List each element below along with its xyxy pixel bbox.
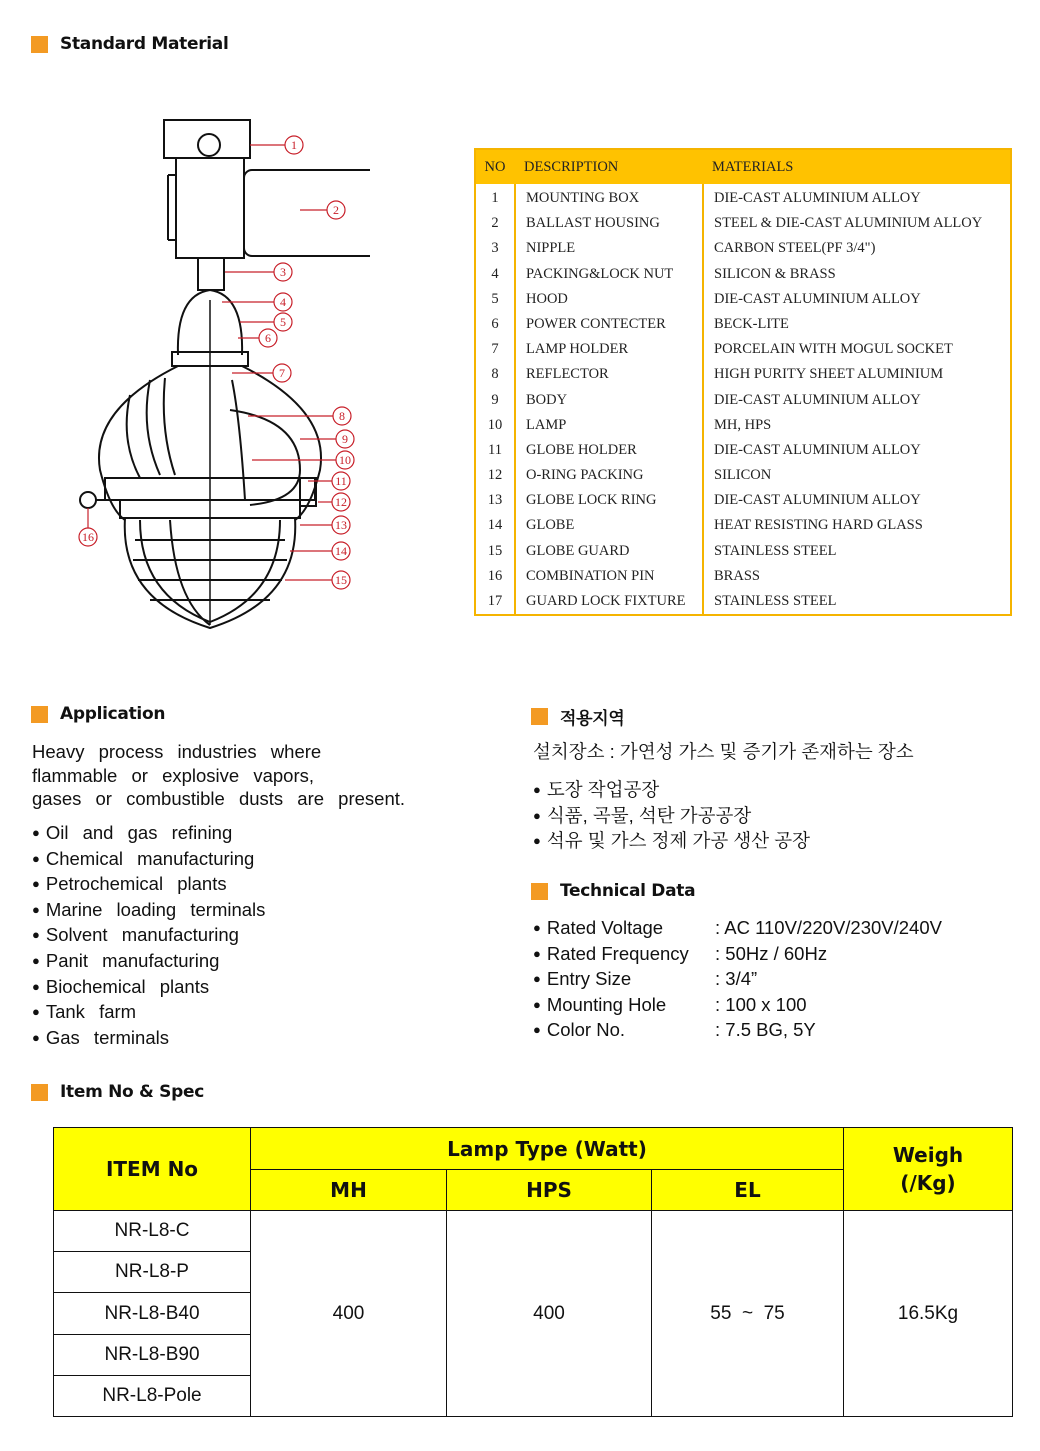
weigh-unit: (/Kg)	[900, 1171, 956, 1195]
materials-cell-no: 3	[491, 240, 499, 257]
section-heading-application	[31, 704, 165, 724]
materials-cell-mat: PORCELAIN WITH MOGUL SOCKET	[714, 341, 953, 358]
weigh-label: Weigh	[892, 1143, 964, 1167]
header-weigh	[843, 1127, 1013, 1211]
materials-cell-mat: DIE-CAST ALUMINIUM ALLOY	[714, 492, 921, 509]
materials-cell-desc: LAMP HOLDER	[526, 341, 629, 358]
materials-cell-no: 13	[487, 492, 503, 509]
spec-table	[53, 1127, 1013, 1417]
materials-cell-mat: DIE-CAST ALUMINIUM ALLOY	[714, 190, 921, 206]
materials-cell-no: 16	[487, 567, 503, 584]
tech-label: ● Entry Size	[533, 967, 715, 993]
el-value-cell: 55 ~ 75	[651, 1210, 844, 1417]
materials-cell-desc: NIPPLE	[526, 240, 576, 257]
section-heading-standard-material	[31, 34, 229, 54]
list-item: ● 석유 및 가스 정제 가공 생산 공장	[533, 829, 810, 855]
list-item: ● Chemical manufacturing	[32, 847, 265, 873]
callout-label: 9	[342, 432, 348, 446]
tech-row	[533, 916, 942, 942]
column-description	[516, 184, 704, 614]
header-hps: HPS	[446, 1169, 652, 1211]
list-item: ● 식품, 곡물, 석탄 가공공장	[533, 804, 810, 830]
tech-value: : 7.5 BG, 5Y	[715, 1019, 816, 1041]
materials-cell-no: 11	[488, 441, 502, 458]
section-bullet-icon	[531, 708, 548, 725]
tech-label: ● Mounting Hole	[533, 993, 715, 1019]
hps-value-cell: 400	[446, 1210, 652, 1417]
callout-label: 12	[335, 495, 347, 509]
materials-cell-mat: DIE-CAST ALUMINIUM ALLOY	[714, 441, 921, 458]
section-heading-item-spec	[31, 1082, 204, 1102]
callout-label: 16	[82, 530, 94, 544]
materials-cell-no: 14	[487, 517, 503, 534]
header-no: NO	[484, 158, 506, 175]
materials-cell-desc: O-RING PACKING	[526, 467, 644, 484]
materials-cell-desc: POWER CONTECTER	[526, 315, 666, 332]
item-no-cell: NR-L8-Pole	[53, 1375, 251, 1417]
materials-cell-desc: GLOBE	[526, 517, 575, 534]
application-intro	[32, 740, 405, 811]
intro-line: gases or combustible dusts are present.	[32, 788, 406, 810]
mh-value-cell: 400	[250, 1210, 447, 1417]
callout-label: 1	[291, 138, 297, 152]
materials-cell-desc: GLOBE LOCK RING	[526, 492, 657, 509]
list-item: ● Petrochemical plants	[32, 872, 265, 898]
section-title: 적용지역	[560, 709, 625, 729]
callout-label: 11	[335, 474, 347, 488]
callout-label: 3	[280, 265, 286, 279]
weight-value-cell: 16.5Kg	[843, 1210, 1013, 1417]
materials-cell-no: 6	[491, 315, 499, 332]
materials-cell-no: 7	[491, 341, 499, 358]
header-lamp-type: Lamp Type (Watt)	[250, 1127, 844, 1170]
list-item: ● 도장 작업공장	[533, 778, 810, 804]
column-no	[476, 184, 516, 614]
application-list	[32, 821, 265, 1051]
materials-cell-desc: REFLECTOR	[526, 366, 609, 383]
section-bullet-icon	[31, 706, 48, 723]
materials-cell-mat: STAINLESS STEEL	[714, 593, 837, 609]
section-bullet-icon	[31, 36, 48, 53]
callout-label: 8	[339, 409, 345, 423]
item-no-cell: NR-L8-P	[53, 1251, 251, 1293]
materials-table	[474, 148, 1012, 616]
materials-cell-desc: GUARD LOCK FIXTURE	[526, 593, 686, 609]
materials-table-header	[476, 150, 1010, 184]
section-title: Item No & Spec	[60, 1082, 205, 1102]
list-item: ● Panit manufacturing	[32, 949, 265, 975]
materials-cell-mat: BRASS	[714, 567, 760, 584]
list-item: ● Biochemical plants	[32, 975, 265, 1001]
section-heading-technical-data	[531, 881, 695, 901]
materials-cell-no: 1	[491, 190, 499, 206]
section-bullet-icon	[531, 883, 548, 900]
materials-cell-desc: LAMP	[526, 416, 567, 433]
tech-value: : AC 110V/220V/230V/240V	[715, 917, 942, 938]
tech-value: : 50Hz / 60Hz	[715, 942, 828, 964]
header-el: EL	[651, 1169, 844, 1211]
materials-cell-no: 17	[487, 593, 503, 609]
tech-label: ● Color No.	[533, 1018, 715, 1044]
section-bullet-icon	[31, 1084, 48, 1101]
header-item-no: ITEM No	[53, 1127, 251, 1211]
list-item: ● Marine loading terminals	[32, 898, 265, 924]
callout-label: 7	[279, 366, 285, 380]
materials-cell-desc: BALLAST HOUSING	[526, 215, 660, 232]
materials-cell-mat: BECK-LITE	[714, 315, 789, 332]
materials-cell-desc: HOOD	[526, 290, 568, 307]
column-materials	[704, 184, 1010, 614]
tech-row	[533, 967, 942, 993]
list-item: ● Gas terminals	[32, 1026, 265, 1052]
materials-cell-mat: DIE-CAST ALUMINIUM ALLOY	[714, 391, 921, 408]
tech-row	[533, 942, 942, 968]
tech-row	[533, 1018, 942, 1044]
callout-label: 2	[333, 203, 339, 217]
korean-list	[533, 778, 810, 855]
list-item: ● Solvent manufacturing	[32, 923, 265, 949]
materials-cell-no: 4	[491, 265, 499, 282]
materials-cell-mat: DIE-CAST ALUMINIUM ALLOY	[714, 290, 921, 307]
lamp-cross-section-diagram	[70, 110, 370, 640]
list-item: ● Tank farm	[32, 1000, 265, 1026]
materials-cell-mat: STAINLESS STEEL	[714, 542, 837, 559]
header-description: DESCRIPTION	[524, 158, 619, 175]
materials-cell-no: 12	[487, 467, 503, 484]
materials-cell-no: 2	[491, 215, 499, 232]
section-title: Technical Data	[560, 881, 696, 901]
section-heading-korean-area	[531, 704, 625, 729]
callout-label: 15	[335, 573, 347, 587]
materials-cell-mat: SILICON	[714, 467, 772, 484]
list-item: ● Oil and gas refining	[32, 821, 265, 847]
item-no-cell: NR-L8-C	[53, 1210, 251, 1252]
tech-row	[533, 993, 942, 1019]
tech-value: : 3/4”	[715, 968, 758, 990]
materials-cell-mat: STEEL & DIE-CAST ALUMINIUM ALLOY	[714, 215, 983, 232]
materials-cell-no: 8	[491, 366, 499, 383]
tech-label: ● Rated Frequency	[533, 942, 715, 968]
callout-label: 13	[335, 518, 347, 532]
technical-data-list	[533, 916, 942, 1044]
callout-label: 10	[339, 453, 351, 467]
callout-label: 6	[265, 331, 271, 345]
item-no-cell: NR-L8-B40	[53, 1292, 251, 1335]
callout-label: 14	[335, 544, 347, 558]
materials-table-body	[476, 184, 1010, 614]
intro-line: Heavy process industries where	[32, 741, 322, 762]
materials-cell-no: 5	[491, 290, 499, 307]
materials-cell-desc: GLOBE HOLDER	[526, 441, 637, 458]
materials-cell-desc: MOUNTING BOX	[526, 190, 640, 206]
materials-cell-desc: GLOBE GUARD	[526, 542, 630, 559]
callout-label: 5	[280, 315, 286, 329]
materials-cell-mat: SILICON & BRASS	[714, 265, 836, 282]
materials-cell-desc: COMBINATION PIN	[526, 567, 655, 584]
materials-cell-desc: BODY	[526, 391, 568, 408]
section-title: Application	[60, 704, 166, 724]
korean-intro: 설치장소 : 가연성 가스 및 증기가 존재하는 장소	[533, 741, 914, 762]
materials-cell-mat: CARBON STEEL(PF 3/4")	[714, 240, 876, 257]
header-materials: MATERIALS	[712, 158, 794, 175]
callout-label: 4	[280, 295, 286, 309]
intro-line: flammable or explosive vapors,	[32, 764, 314, 786]
materials-cell-no: 9	[491, 391, 499, 408]
materials-cell-desc: PACKING&LOCK NUT	[526, 265, 674, 282]
materials-cell-mat: MH, HPS	[714, 416, 772, 433]
materials-cell-no: 10	[487, 416, 503, 433]
materials-cell-mat: HEAT RESISTING HARD GLASS	[714, 517, 923, 534]
section-title: Standard Material	[60, 34, 229, 54]
materials-cell-mat: HIGH PURITY SHEET ALUMINIUM	[714, 366, 944, 383]
materials-cell-no: 15	[487, 542, 503, 559]
header-mh: MH	[250, 1169, 447, 1211]
tech-value: : 100 x 100	[715, 993, 807, 1015]
tech-label: ● Rated Voltage	[533, 916, 715, 942]
item-no-cell: NR-L8-B90	[53, 1334, 251, 1376]
